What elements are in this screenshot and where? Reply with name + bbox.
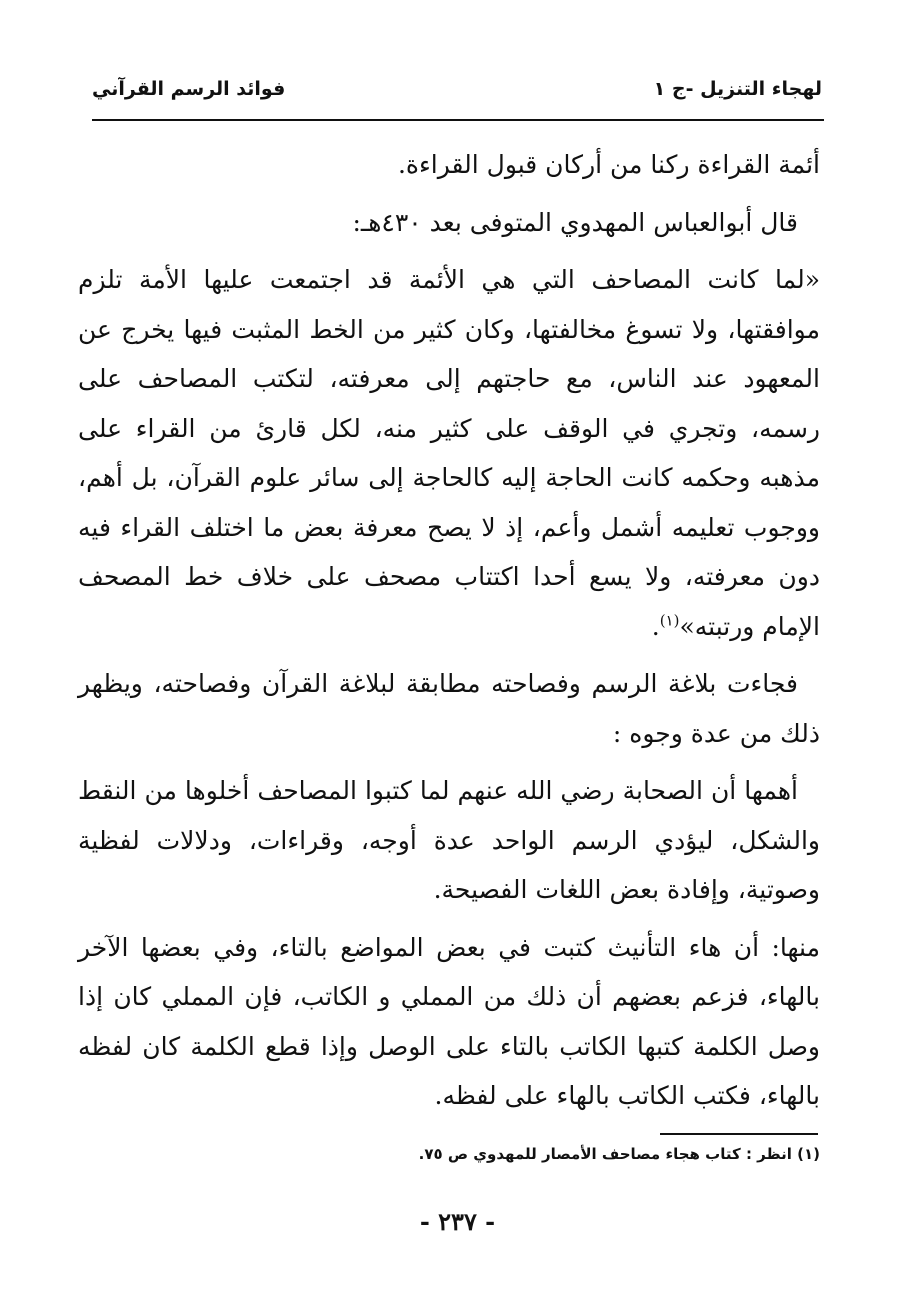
paragraph-2: قال أبوالعباس المهدوي المتوفى بعد ٤٣٠هـ: bbox=[352, 207, 798, 237]
paragraph-3-end: . bbox=[651, 611, 660, 641]
running-header bbox=[92, 72, 822, 112]
paragraph-3 bbox=[78, 255, 820, 651]
header-chapter-title: فوائد الرسم القرآني bbox=[92, 78, 286, 100]
header-book-title: لهجاء التنزيل -ج ١ bbox=[653, 78, 822, 100]
footnote: (١) انظر : كتاب هجاء مصاحف الأمصار للمهدوي ص ٧٥. bbox=[418, 1145, 820, 1163]
paragraph-3-text: «لما كانت المصاحف التي هي الأئمة قد اجتمعت عليها الأمة تلزم موافقتها، ولا تسوغ مخالفتها، وكان كثير من الخط المثبت فيها يخرج عن المعهود عند الناس، مع حاجتهم إلى معرفته، لتكتب المصاحف على رسمه، وتجري في الوقف على كثير منه، لكل قارئ من القراء على مذهبه وحكمه كانت الحاجة إليه كالحاجة إلى سائر علوم القرآن، بل أهم، ووجوب تعليمه أشمل وأعم، إذ لا يصح معرفة بعض ما اختلف القراء فيه دون معرفته، ولا يسع أحدا اكتتاب مصحف على خلاف خط المصحف الإمام ورتبته» bbox=[78, 265, 820, 641]
paragraph-4: فجاءت بلاغة الرسم وفصاحته مطابقة لبلاغة القرآن وفصاحته، ويظهر ذلك من عدة وجوه : bbox=[78, 669, 820, 748]
footnote-reference: (١) bbox=[659, 611, 680, 630]
paragraph-5: أهمها أن الصحابة رضي الله عنهم لما كتبوا المصاحف أخلوها من النقط والشكل، ليؤدي الرسم الواحد عدة أوجه، وقراءات، ودلالات لفظية وصوتية، وإفادة بعض اللغات الفصيحة. bbox=[78, 776, 820, 904]
main-text bbox=[78, 140, 820, 1121]
header-divider bbox=[92, 119, 824, 121]
page-number: - ٢٣٧ - bbox=[419, 1207, 496, 1236]
paragraph-6: منها: أن هاء التأنيث كتبت في بعض المواضع بالتاء، وفي بعضها الآخر بالهاء، فزعم بعضهم أن ذلك من المملي و الكاتب، فإن المملي كان إذا وصل الكلمة كتبها الكاتب بالتاء على الوصل وإذا قطع الكلمة كان لفظه بالهاء، فكتب الكاتب بالهاء على لفظه. bbox=[78, 932, 820, 1110]
footnote-divider bbox=[660, 1133, 818, 1135]
paragraph-1: أئمة القراءة ركنا من أركان قبول القراءة. bbox=[397, 150, 820, 179]
